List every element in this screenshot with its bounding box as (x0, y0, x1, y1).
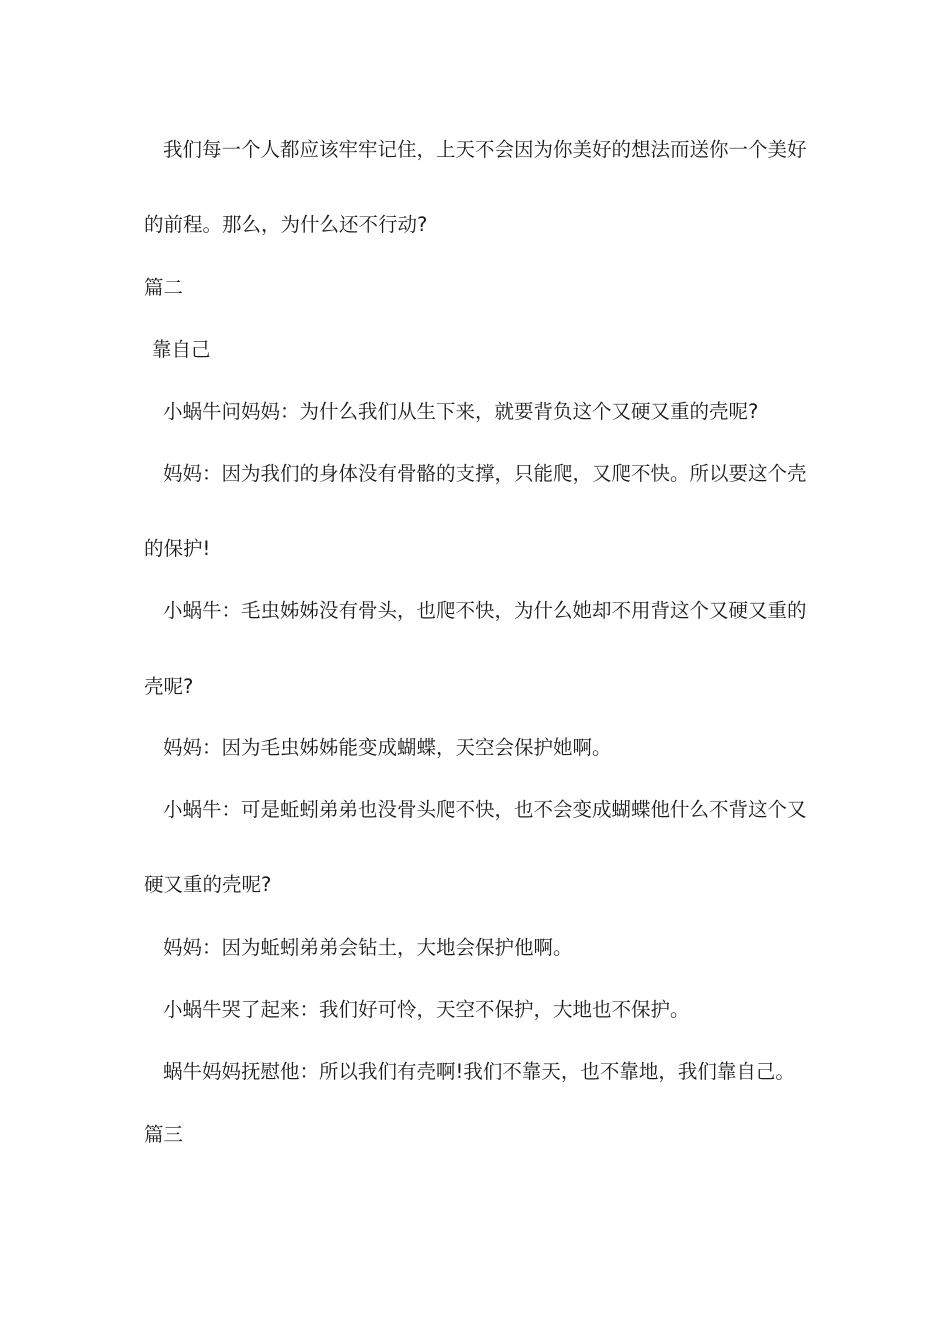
paragraph-line: 小蜗牛问妈妈：为什么我们从生下来，就要背负这个又硬又重的壳呢? (163, 400, 759, 423)
paragraph-line: 妈妈：因为蚯蚓弟弟会钻土，大地会保护他啊。 (163, 936, 573, 959)
paragraph-line: 妈妈：因为我们的身体没有骨骼的支撑，只能爬，又爬不快。所以要这个壳 (163, 462, 807, 485)
paragraph-line: 的前程。那么，为什么还不行动? (144, 213, 428, 236)
paragraph-line: 小蜗牛：毛虫姊姊没有骨头，也爬不快，为什么她却不用背这个又硬又重的 (163, 599, 807, 622)
paragraph-line: 硬又重的壳呢? (144, 873, 272, 896)
paragraph-line: 我们每一个人都应该牢牢记住，上天不会因为你美好的想法而送你一个美好 (163, 138, 807, 161)
paragraph-line: 蜗牛妈妈抚慰他：所以我们有壳啊!我们不靠天，也不靠地，我们靠自己。 (163, 1060, 795, 1083)
paragraph-line: 妈妈：因为毛虫姊姊能变成蝴蝶，天空会保护她啊。 (163, 736, 612, 759)
paragraph-line: 小蜗牛哭了起来：我们好可怜，天空不保护，大地也不保护。 (163, 998, 690, 1021)
paragraph-line: 壳呢? (144, 675, 194, 698)
section-heading: 篇三 (144, 1123, 184, 1146)
paragraph-line: 的保护! (144, 537, 211, 560)
paragraph-line: 小蜗牛：可是蚯蚓弟弟也没骨头爬不快，也不会变成蝴蝶他什么不背这个又 (163, 798, 807, 821)
story-title: 靠自己 (152, 338, 211, 361)
section-heading: 篇二 (144, 276, 184, 299)
